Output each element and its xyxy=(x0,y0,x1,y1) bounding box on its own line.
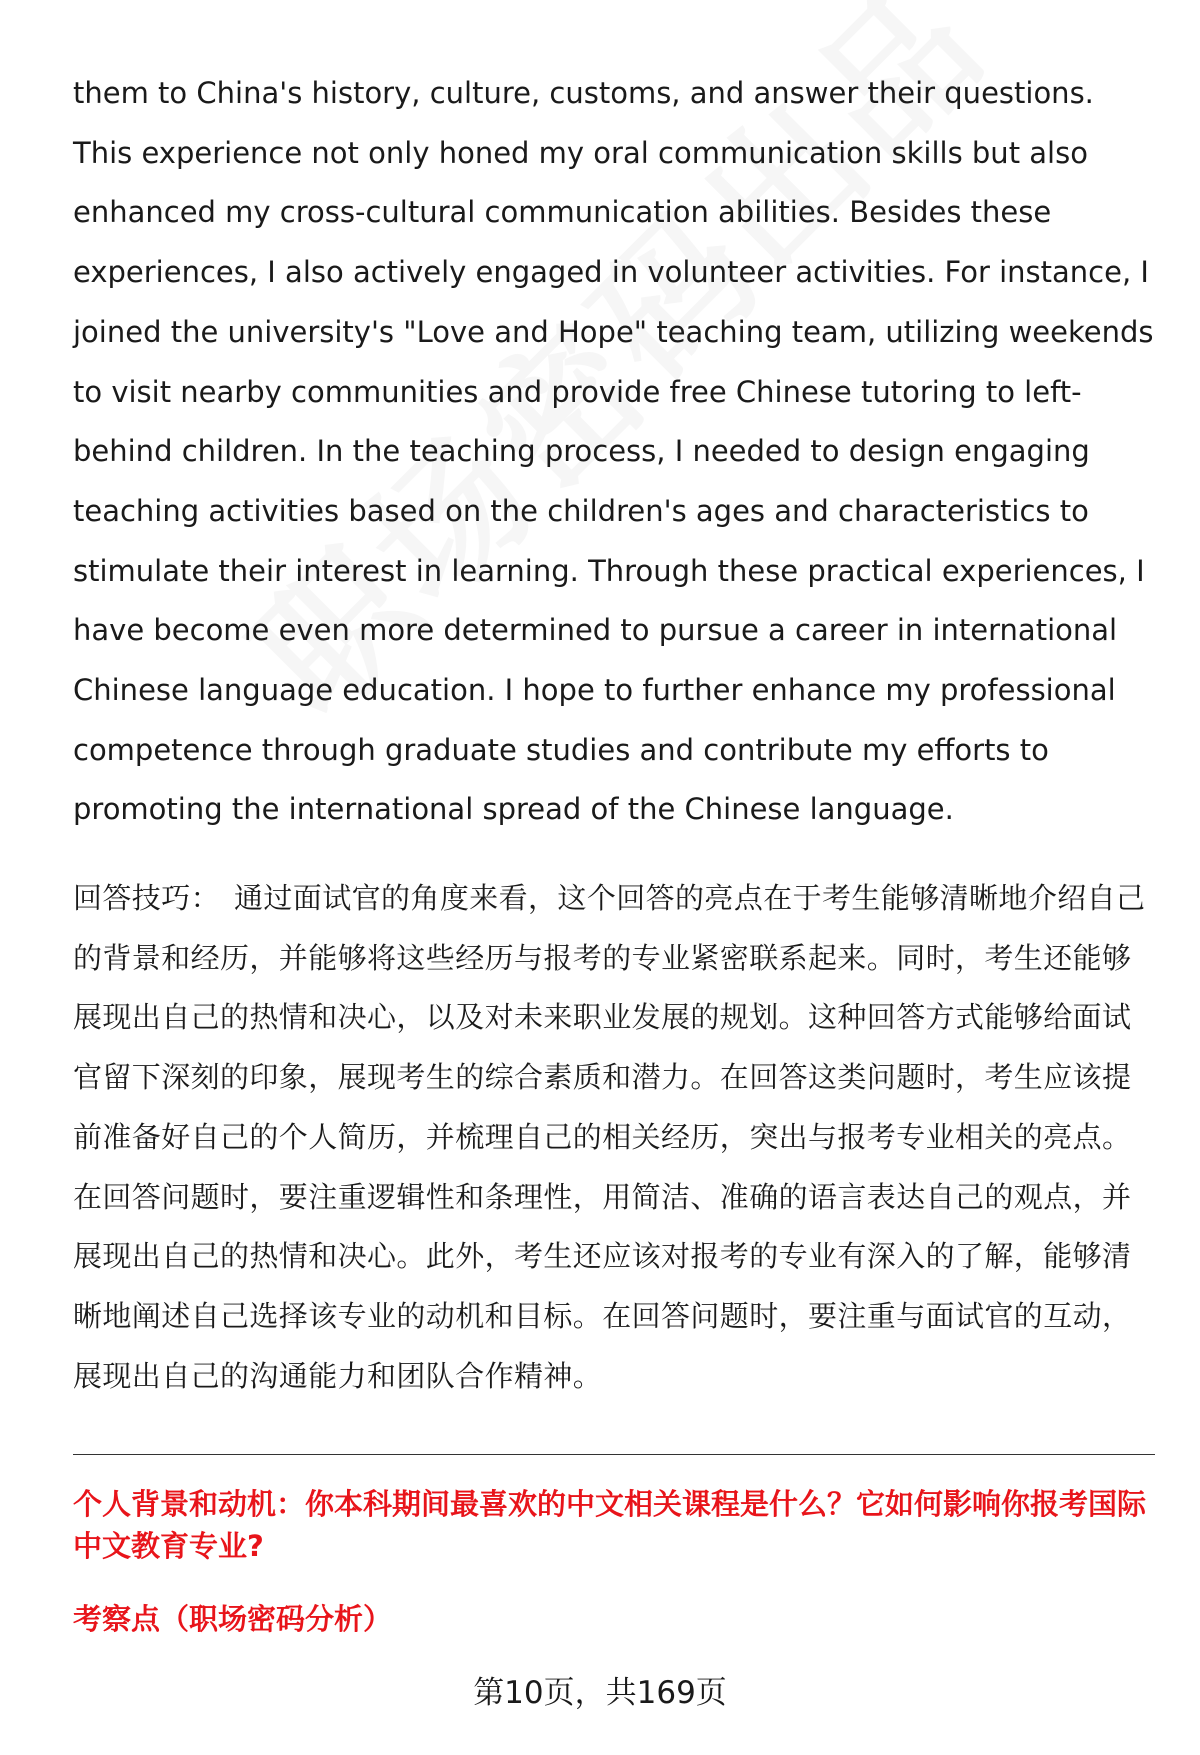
answer-tips-label: 回答技巧： xyxy=(73,881,221,915)
english-paragraph: them to China's history, culture, customs, and answer their questions. This experience not only honed my oral communication skills but also enhanced my cross-cultural communication abilities. Besides these experiences, I also actively engaged in volunteer activities. For instance, I joined the university's "Love and Hope" teaching team, utilizing weekends to visit nearby communities and provide free Chinese tutoring to left-behind children. In the teaching process, I needed to design engaging teaching activities based on the children's ages and characteristics to stimulate their interest in learning. Through these practical experiences, I have become even more determined to pursue a career in international Chinese language education. I hope to further enhance my professional competence through graduate studies and contribute my efforts to promoting the international spread of the Chinese language. xyxy=(73,76,1154,827)
question-heading: 个人背景和动机：你本科期间最喜欢的中文相关课程是什么？它如何影响你报考国际中文教育专业? xyxy=(73,1487,1147,1563)
answer-tips-text: 通过面试官的角度来看，这个回答的亮点在于考生能够清晰地介绍自己的背景和经历，并能够将这些经历与报考的专业紧密联系起来。同时，考生还能够展现出自己的热情和决心，以及对未来职业发展的规划。这种回答方式能够给面试官留下深刻的印象，展现考生的综合素质和潜力。在回答这类问题时，考生应该提前准备好自己的个人简历，并梳理自己的相关经历，突出与报考专业相关的亮点。在回答问题时，要注重逻辑性和条理性，用简洁、准确的语言表达自己的观点，并展现出自己的热情和决心。此外，考生还应该对报考的专业有深入的了解，能够清晰地阐述自己选择该专业的动机和目标。在回答问题时，要注重与面试官的互动，展现出自己的沟通能力和团队合作精神。 xyxy=(73,881,1146,1393)
section-label: 考察点（职场密码分析） xyxy=(73,1602,393,1636)
answer-tips-paragraph xyxy=(73,869,1158,1406)
page-number: 第10页，共169页 xyxy=(473,1675,727,1711)
section-divider xyxy=(73,1454,1155,1455)
